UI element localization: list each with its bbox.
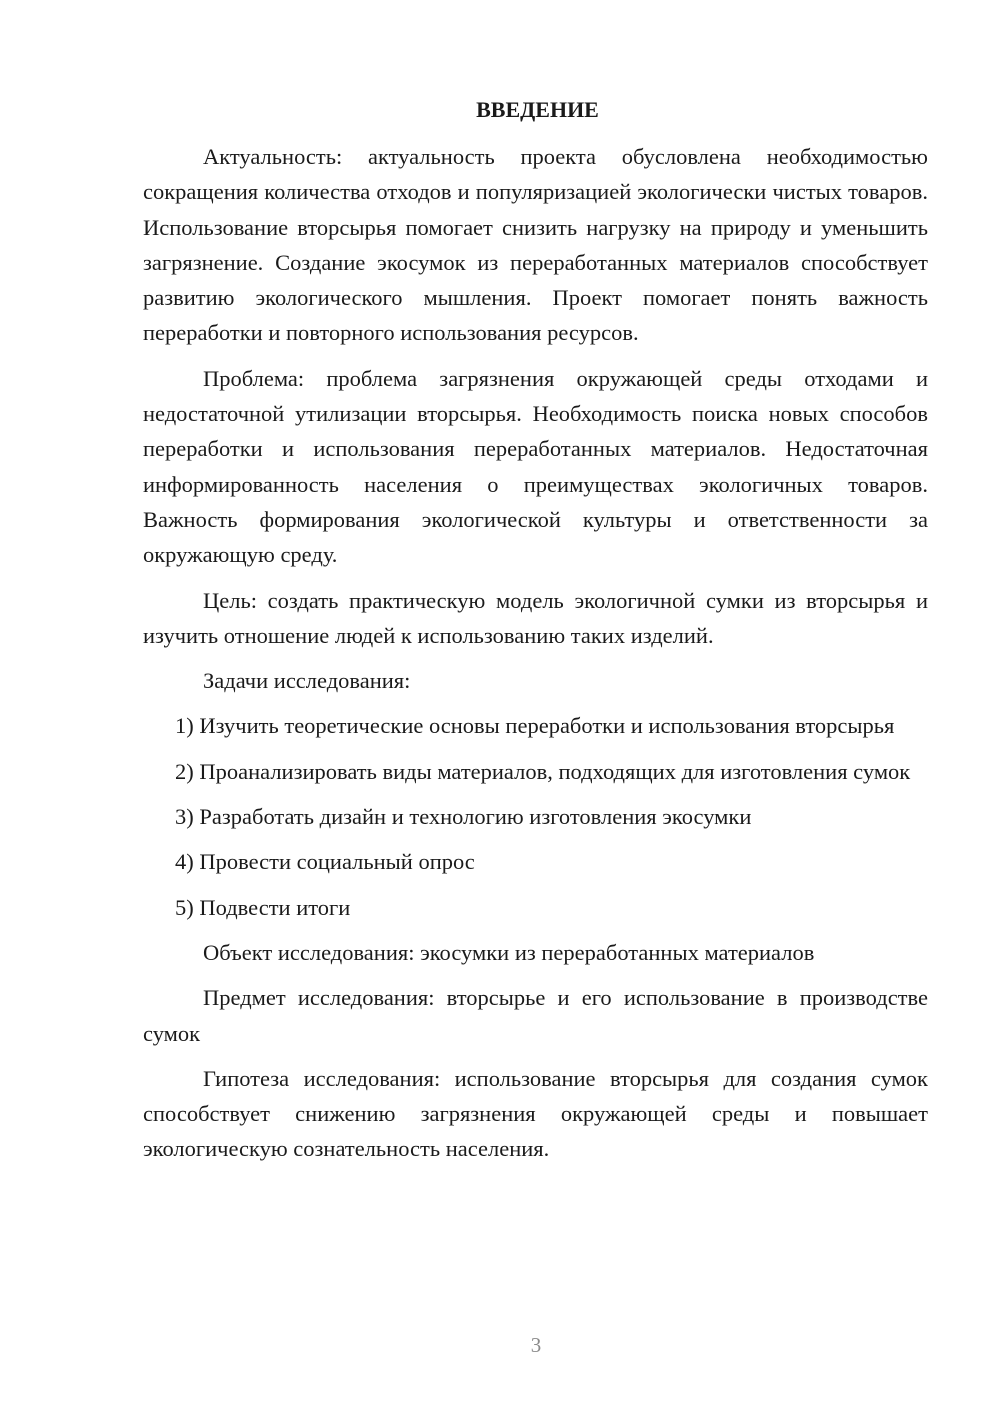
task-item-1: 1) Изучить теоретические основы переработки и использования вторсырья: [175, 713, 895, 739]
page-title: ВВЕДЕНИЕ: [476, 97, 599, 122]
relevance-paragraph: Актуальность: актуальность проекта обусловлена необходимостью сокращения количества отходов и популяризацией экологически чистых товаров. Использование вторсырья помогает снизить нагрузку на природу и уменьшить загрязнение. Создание экосумок из переработанных материалов способствует развитию экологического мышления. Проект помогает понять важность переработки и повторного использования ресурсов.: [143, 144, 928, 346]
tasks-heading: Задачи исследования:: [203, 668, 411, 694]
page-body: [143, 95, 928, 1177]
task-item-2: 2) Проанализировать виды материалов, подходящих для изготовления сумок: [175, 758, 911, 784]
task-item-3: 3) Разработать дизайн и технологию изготовления экосумки: [175, 804, 752, 830]
object-paragraph: Объект исследования: экосумки из переработанных материалов: [203, 939, 815, 965]
subject-paragraph: Предмет исследования: вторсырье и его использование в производстве сумок: [143, 985, 928, 1046]
hypothesis-paragraph: Гипотеза исследования: использование вторсырья для создания сумок способствует снижению загрязнения окружающей среды и повышает экологическую сознательность населения.: [143, 1065, 928, 1162]
task-item-4: 4) Провести социальный опрос: [175, 849, 475, 875]
page-number: 3: [530, 1333, 542, 1357]
problem-paragraph: Проблема: проблема загрязнения окружающей среды отходами и недостаточной утилизации вторсырья. Необходимость поиска новых способов переработки и использования переработанных материалов. Недостаточная информированность населения о преимуществах экологичных товаров. Важность формирования экологической культуры и ответственности за окружающую среду.: [143, 365, 928, 568]
goal-paragraph: Цель: создать практическую модель экологичной сумки из вторсырья и изучить отношение людей к использованию таких изделий.: [143, 587, 928, 648]
task-item-5: 5) Подвести итоги: [175, 894, 351, 920]
